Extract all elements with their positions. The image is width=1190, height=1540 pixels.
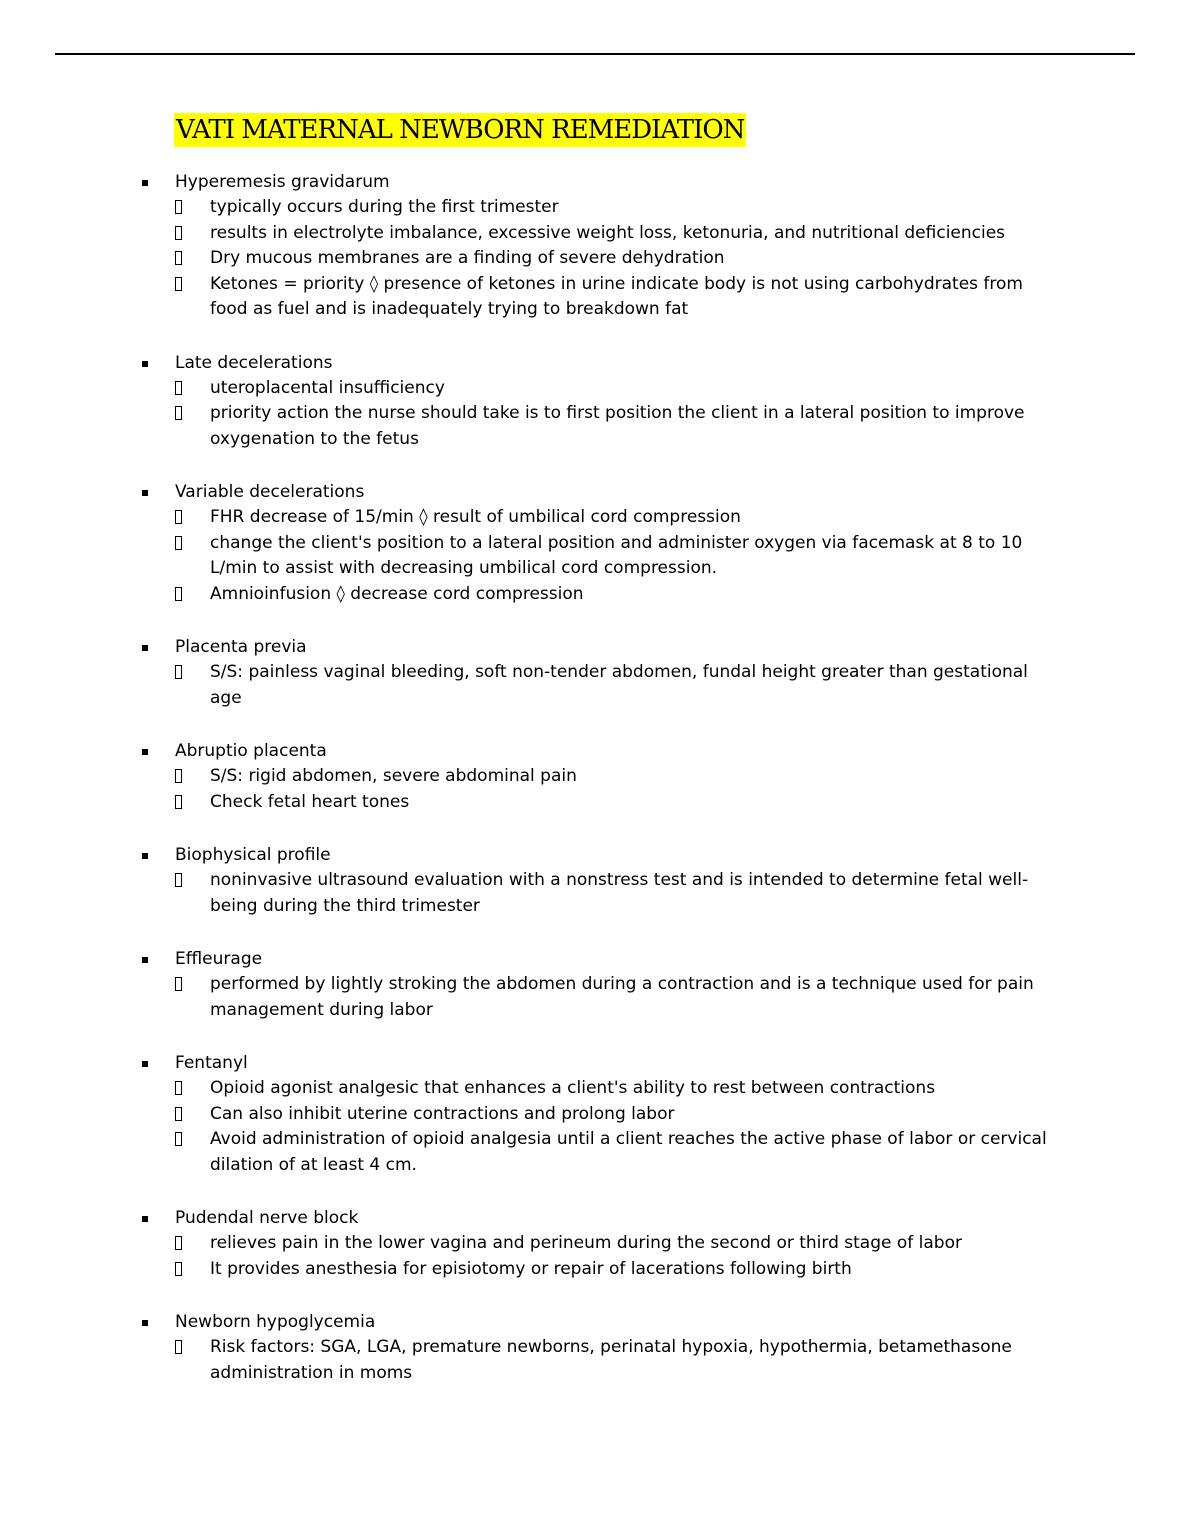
square-bullet-icon — [142, 645, 148, 651]
square-bullet-icon — [142, 490, 148, 496]
section-heading-row — [0, 169, 1190, 195]
note-section — [0, 634, 1190, 711]
section-heading: Biophysical profile — [175, 845, 331, 865]
section-heading: Late decelerations — [175, 352, 333, 373]
missing-glyph-bullet-icon — [175, 1107, 182, 1121]
sub-item — [0, 531, 1190, 582]
sub-item-text: Ketones = priority ◊ presence of ketones in urine indicate body is not using carbohydrates from food as fuel and is inadequately trying to breakdown fat — [210, 273, 1023, 319]
sub-item-text: It provides anesthesia for episiotomy or repair of lacerations following birth — [210, 1258, 852, 1279]
sub-item — [0, 1257, 1190, 1283]
sub-item — [0, 660, 1190, 711]
sub-item-list — [0, 660, 1190, 711]
sub-item — [0, 790, 1190, 816]
section-heading: Fentanyl — [175, 1053, 248, 1073]
note-section — [0, 1309, 1190, 1386]
sub-item-text: change the client's position to a lateral position and administer oxygen via facemask at 8 to 10 L/min to assist with decreasing umbilical cord compression. — [210, 532, 1023, 578]
sub-item-list — [0, 972, 1190, 1023]
missing-glyph-bullet-icon — [175, 200, 182, 214]
missing-glyph-bullet-icon — [175, 1132, 182, 1146]
sub-item-text: uteroplacental insufficiency — [210, 377, 445, 398]
title-wrap — [174, 113, 746, 147]
note-section — [0, 479, 1190, 607]
sub-item-text: Can also inhibit uterine contractions and prolong labor — [210, 1103, 675, 1124]
square-bullet-icon — [142, 1320, 148, 1326]
missing-glyph-bullet-icon — [175, 587, 182, 601]
sub-item — [0, 1076, 1190, 1102]
sub-item-text: FHR decrease of 15/min ◊ result of umbilical cord compression — [210, 507, 741, 527]
missing-glyph-bullet-icon — [175, 977, 182, 991]
sub-item — [0, 972, 1190, 1023]
sub-item-text: Risk factors: SGA, LGA, premature newborns, perinatal hypoxia, hypothermia, betamethasone administration in moms — [210, 1337, 1012, 1383]
note-section — [0, 738, 1190, 815]
section-heading-row — [0, 634, 1190, 660]
sub-item-list — [0, 1231, 1190, 1282]
section-heading: Newborn hypoglycemia — [175, 1312, 376, 1332]
missing-glyph-bullet-icon — [175, 1262, 182, 1276]
sub-item-text: performed by lightly stroking the abdomen during a contraction and is a technique used for pain management during labor — [210, 974, 1034, 1020]
section-heading: Effleurage — [175, 949, 263, 969]
section-heading-row — [0, 738, 1190, 764]
sub-item-list — [0, 1076, 1190, 1178]
sub-item-text: Opioid agonist analgesic that enhances a client's ability to rest between contractions — [210, 1078, 936, 1098]
section-heading-row — [0, 350, 1190, 376]
sub-item — [0, 401, 1190, 452]
sub-item — [0, 221, 1190, 247]
sub-item-list — [0, 195, 1190, 323]
sub-item — [0, 1102, 1190, 1128]
square-bullet-icon — [142, 749, 148, 755]
sub-item — [0, 272, 1190, 323]
section-heading-row — [0, 946, 1190, 972]
document-title: VATI MATERNAL NEWBORN REMEDIATION — [176, 115, 745, 145]
section-heading-row — [0, 479, 1190, 505]
missing-glyph-bullet-icon — [175, 873, 182, 887]
note-section — [0, 1050, 1190, 1178]
notes-list — [0, 169, 1190, 1413]
sub-item-text: results in electrolyte imbalance, excessive weight loss, ketonuria, and nutritional deficiencies — [210, 222, 1006, 243]
missing-glyph-bullet-icon — [175, 1340, 182, 1354]
missing-glyph-bullet-icon — [175, 226, 182, 240]
sub-item-text: relieves pain in the lower vagina and perineum during the second or third stage of labor — [210, 1233, 962, 1253]
missing-glyph-bullet-icon — [175, 251, 182, 265]
sub-item — [0, 246, 1190, 272]
sub-item-list — [0, 376, 1190, 453]
sub-item — [0, 582, 1190, 608]
square-bullet-icon — [142, 853, 148, 859]
section-heading: Placenta previa — [175, 637, 307, 657]
sub-item — [0, 195, 1190, 221]
sub-item-list — [0, 1335, 1190, 1386]
note-section — [0, 842, 1190, 919]
sub-item-text: Check fetal heart tones — [210, 791, 410, 812]
sub-item-list — [0, 868, 1190, 919]
section-heading: Abruptio placenta — [175, 741, 327, 761]
sub-item — [0, 505, 1190, 531]
sub-item-text: S/S: rigid abdomen, severe abdominal pain — [210, 766, 577, 786]
sub-item — [0, 376, 1190, 402]
section-heading: Pudendal nerve block — [175, 1208, 359, 1228]
sub-item-text: Avoid administration of opioid analgesia until a client reaches the active phase of labor or cervical dilation of at least 4 cm. — [210, 1129, 1047, 1175]
square-bullet-icon — [142, 361, 148, 367]
section-heading-row — [0, 1205, 1190, 1231]
section-heading: Hyperemesis gravidarum — [175, 172, 390, 192]
sub-item — [0, 764, 1190, 790]
sub-item-text: priority action the nurse should take is to first position the client in a lateral position to improve oxygenation to the fetus — [210, 403, 1025, 449]
sub-item-text: Amnioinfusion ◊ decrease cord compression — [210, 583, 584, 604]
square-bullet-icon — [142, 1216, 148, 1222]
missing-glyph-bullet-icon — [175, 277, 182, 291]
sub-item-text: Dry mucous membranes are a finding of severe dehydration — [210, 248, 725, 268]
sub-item-text: S/S: painless vaginal bleeding, soft non-tender abdomen, fundal height greater than gestational age — [210, 662, 1028, 708]
sub-item-text: noninvasive ultrasound evaluation with a nonstress test and is intended to determine fetal well-being during the third trimester — [210, 870, 1029, 916]
missing-glyph-bullet-icon — [175, 510, 182, 524]
square-bullet-icon — [142, 957, 148, 963]
note-section — [0, 169, 1190, 323]
top-rule — [55, 53, 1135, 55]
missing-glyph-bullet-icon — [175, 406, 182, 420]
section-heading-row — [0, 1309, 1190, 1335]
sub-item — [0, 1231, 1190, 1257]
square-bullet-icon — [142, 1061, 148, 1067]
sub-item-list — [0, 764, 1190, 815]
note-section — [0, 350, 1190, 453]
missing-glyph-bullet-icon — [175, 795, 182, 809]
section-heading-row — [0, 1050, 1190, 1076]
missing-glyph-bullet-icon — [175, 536, 182, 550]
missing-glyph-bullet-icon — [175, 665, 182, 679]
sub-item — [0, 1335, 1190, 1386]
missing-glyph-bullet-icon — [175, 1236, 182, 1250]
section-heading-row — [0, 842, 1190, 868]
sub-item-text: typically occurs during the first trimester — [210, 197, 559, 217]
sub-item — [0, 1127, 1190, 1178]
missing-glyph-bullet-icon — [175, 769, 182, 783]
note-section — [0, 1205, 1190, 1282]
sub-item-list — [0, 505, 1190, 607]
square-bullet-icon — [142, 180, 148, 186]
note-section — [0, 946, 1190, 1023]
section-heading: Variable decelerations — [175, 482, 365, 502]
missing-glyph-bullet-icon — [175, 1081, 182, 1095]
sub-item — [0, 868, 1190, 919]
missing-glyph-bullet-icon — [175, 381, 182, 395]
